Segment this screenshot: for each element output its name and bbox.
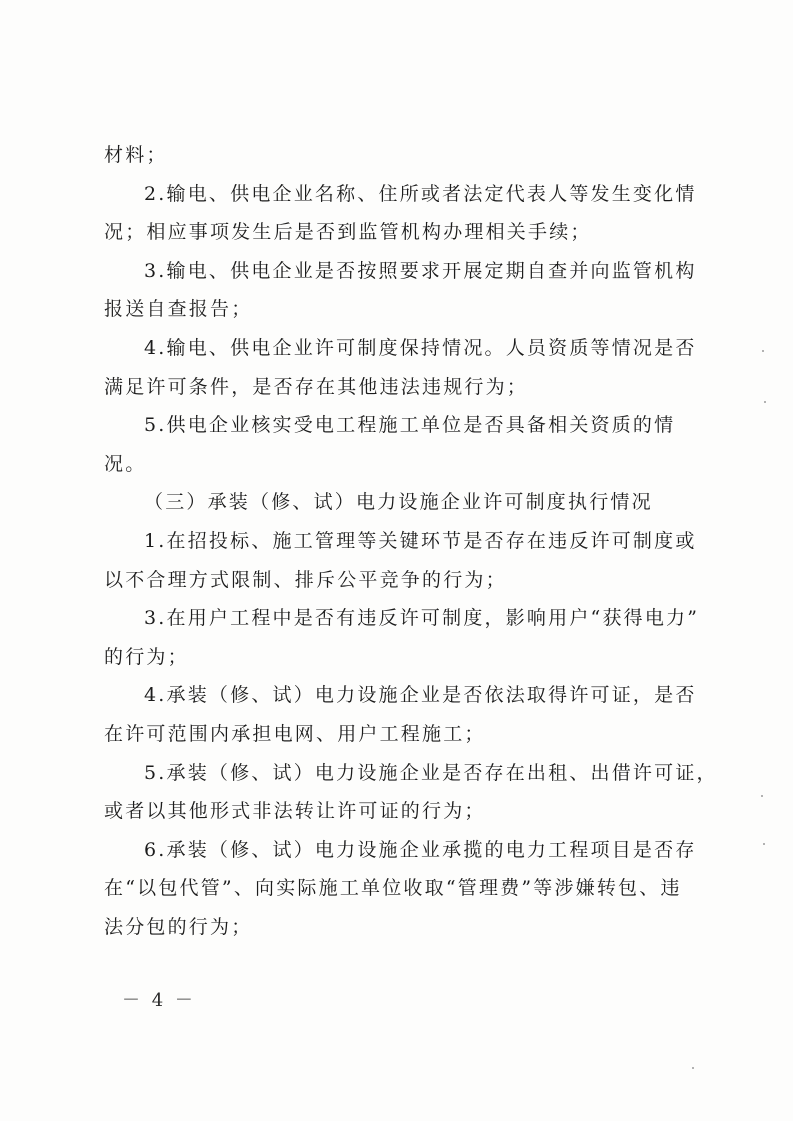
text-line: 1.在招投标、施工管理等关键环节是否存在违反许可制度或 [144, 529, 697, 552]
text-line: 满足许可条件，是否存在其他违法违规行为； [104, 375, 529, 398]
text-line: 材料； [104, 144, 168, 166]
text-line: 况；相应事项发生后是否到监管机构办理相关手续； [104, 221, 592, 244]
scan-speck [763, 843, 765, 845]
scan-speck [762, 350, 764, 352]
text-line: 3.输电、供电企业是否按照要求开展定期自查并向监管机构 [144, 259, 697, 282]
text-line: 2.输电、供电企业名称、住所或者法定代表人等发生变化情 [144, 182, 697, 205]
text-line: 在“以包代管”、向实际施工单位收取“管理费”等涉嫌转包、违 [104, 877, 682, 900]
text-line: 6.承装（修、试）电力设施企业承揽的电力工程项目是否存 [144, 838, 697, 861]
text-line: 4.承装（修、试）电力设施企业是否依法取得许可证，是否 [144, 684, 697, 707]
scan-speck [764, 401, 766, 403]
text-line: 报送自查报告； [104, 298, 253, 321]
text-line: 以不合理方式限制、排斥公平竞争的行为； [104, 568, 507, 591]
scan-speck [761, 795, 763, 797]
scan-speck [692, 1067, 694, 1069]
text-line: 况。 [104, 452, 147, 475]
text-line: 5.供电企业核实受电工程施工单位是否具备相关资质的情 [144, 414, 676, 437]
page-number: － 4 － [122, 990, 196, 1011]
section-heading: （三）承装（修、试）电力设施企业许可制度执行情况 [144, 491, 653, 514]
text-line: 4.输电、供电企业许可制度保持情况。人员资质等情况是否 [144, 336, 697, 359]
text-line: 5.承装（修、试）电力设施企业是否存在出租、出借许可证， [144, 761, 718, 784]
text-line: 在许可范围内承担电网、用户工程施工； [104, 722, 486, 745]
text-line: 的行为； [104, 645, 189, 668]
text-line: 法分包的行为； [104, 915, 253, 938]
text-line: 或者以其他形式非法转让许可证的行为； [104, 800, 486, 823]
body-text [104, 136, 718, 946]
text-line: 3.在用户工程中是否有违反许可制度，影响用户“获得电力” [144, 607, 700, 630]
